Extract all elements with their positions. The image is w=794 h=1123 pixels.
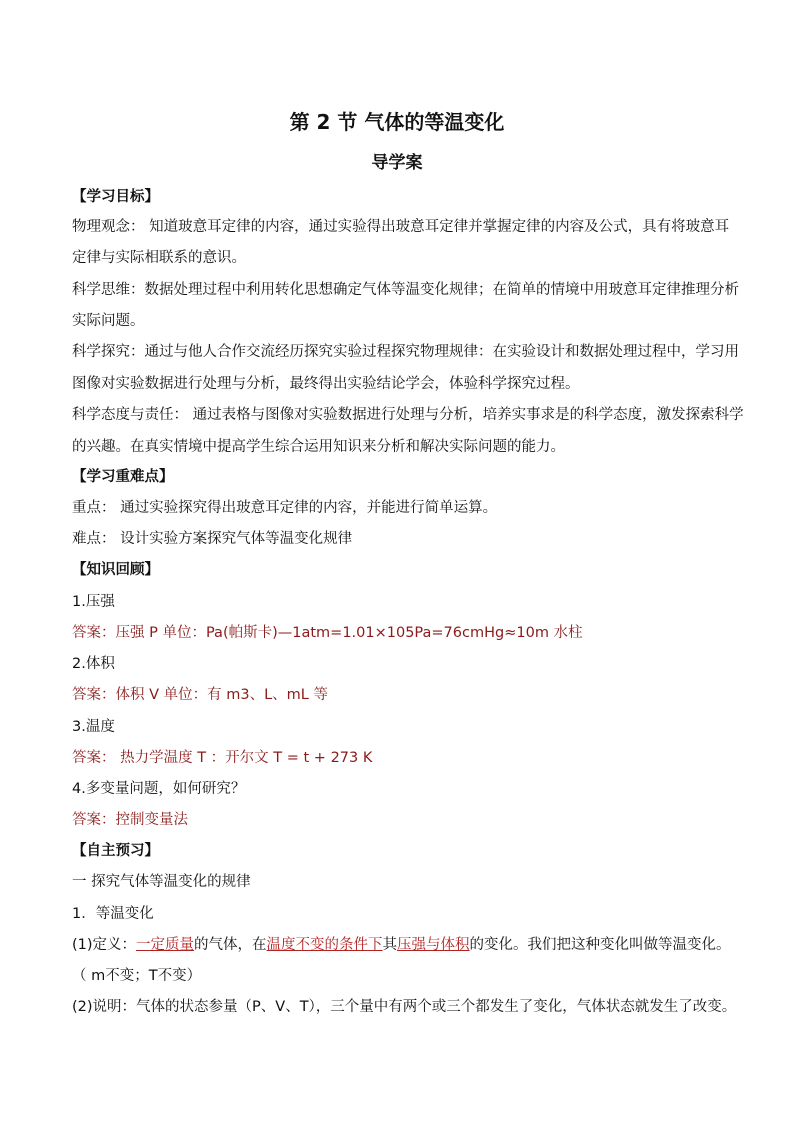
goals-heading: 【学习目标】	[72, 189, 159, 205]
goal-physics-concept-line1: 物理观念： 知道玻意耳定律的内容，通过实验得出玻意耳定律并掌握定律的内容及公式，具有将玻意耳	[72, 219, 730, 235]
definition-text-3: 的变化。我们把这种变化叫做等温变化。	[469, 937, 731, 953]
goal-scientific-thinking-line2: 实际问题。	[72, 313, 145, 329]
review-heading: 【知识回顾】	[72, 562, 159, 578]
goal-attitude-line1: 科学态度与责任： 通过表格与图像对实验数据进行处理与分析，培养实事求是的科学态度，激发探索科学	[72, 407, 744, 423]
key-points-heading: 【学习重难点】	[72, 469, 174, 485]
preview-heading: 【自主预习】	[72, 843, 159, 859]
review-question-temperature: 3.温度	[72, 719, 115, 735]
difficult-point: 难点： 设计实验方案探究气体等温变化规律	[72, 531, 353, 547]
blank-constant-temperature: 温度不变的条件下	[266, 937, 383, 953]
definition-line	[72, 935, 734, 955]
goal-physics-concept-line2: 定律与实际相联系的意识。	[72, 250, 246, 266]
preview-section-title: 一 探究气体等温变化的规律	[72, 874, 251, 890]
definition-text-1: 的气体，在	[194, 937, 267, 953]
definition-label: (1)定义：	[72, 937, 137, 953]
blank-pressure-volume: 压强与体积	[397, 937, 470, 953]
blank-fixed-mass: 一定质量	[136, 937, 195, 953]
definition-note: （ m不变；T不变）	[72, 968, 202, 984]
key-point: 重点： 通过实验探究得出玻意耳定律的内容，并能进行简单运算。	[72, 500, 498, 516]
definition-text-2: 其	[382, 937, 398, 953]
review-question-multivariable: 4.多变量问题，如何研究？	[72, 781, 246, 797]
review-answer-multivariable: 答案：控制变量法	[72, 812, 188, 828]
preview-subsection-title: 1．等温变化	[72, 906, 154, 922]
review-answer-volume: 答案：体积 V 单位：有 m3、L、mL 等	[72, 687, 328, 703]
page-subtitle: 导学案	[371, 153, 423, 173]
review-answer-pressure: 答案：压强 P 单位：Pa(帕斯卡)—1atm=1.01×105Pa=76cmHg≈10m 水柱	[72, 625, 583, 641]
goal-scientific-inquiry-line2: 图像对实验数据进行处理与分析，最终得出实验结论学会，体验科学探究过程。	[72, 376, 580, 392]
goal-scientific-inquiry-line1: 科学探究：通过与他人合作交流经历探究实验过程探究物理规律：在实验设计和数据处理过程中，学习用	[72, 344, 739, 360]
explanation-line: (2)说明：气体的状态参量（P、V、T），三个量中有两个或三个都发生了变化，气体状态就发生了改变。	[72, 999, 737, 1015]
page-title: 第 2 节 气体的等温变化	[289, 110, 505, 134]
goal-scientific-thinking-line1: 科学思维：数据处理过程中利用转化思想确定气体等温变化规律；在简单的情境中用玻意耳定律推理分析	[72, 282, 739, 298]
goal-attitude-line2: 的兴趣。在真实情境中提高学生综合运用知识来分析和解决实际问题的能力。	[72, 439, 565, 455]
review-answer-temperature: 答案： 热力学温度 T ：开尔文 T = t + 273 K	[72, 750, 373, 766]
review-question-pressure: 1.压强	[72, 594, 115, 610]
review-question-volume: 2.体积	[72, 656, 115, 672]
